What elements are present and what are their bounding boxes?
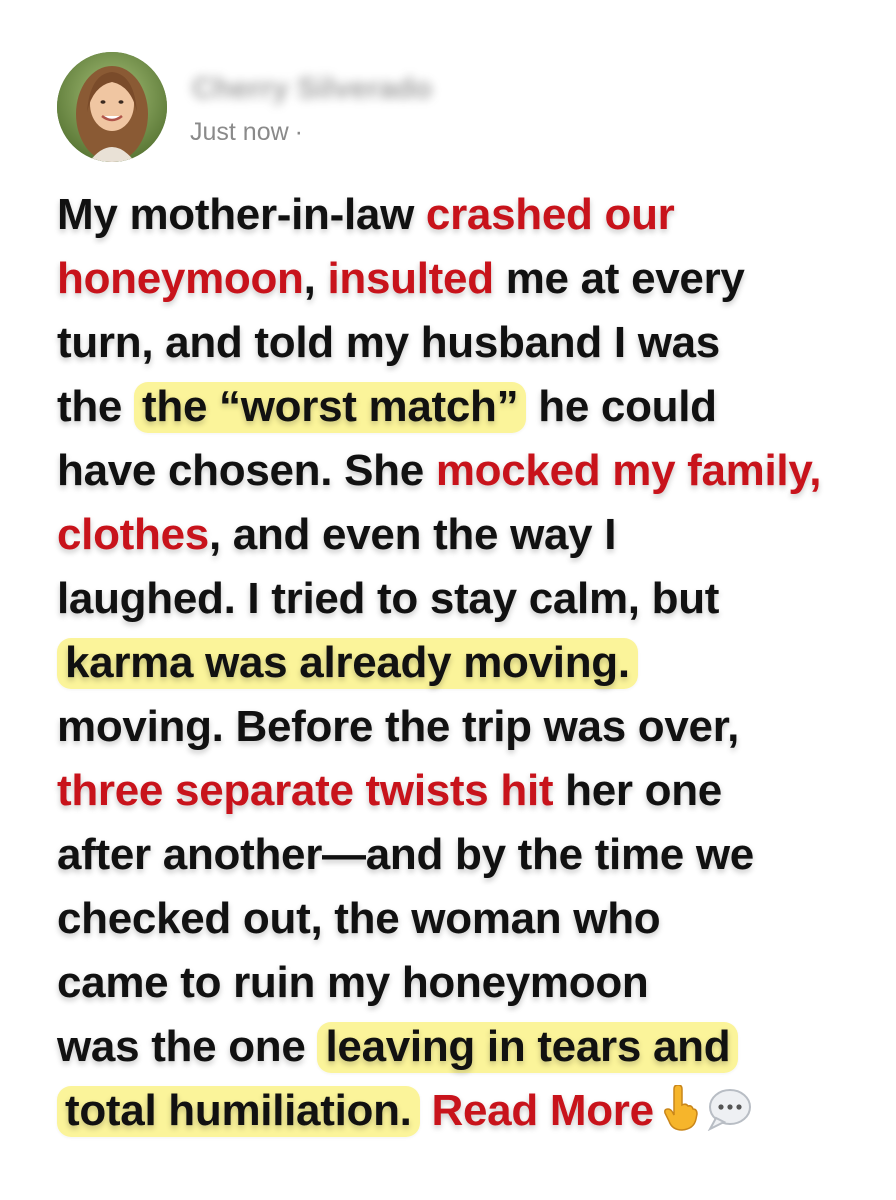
emphasis-text: crashed our	[425, 190, 675, 239]
post-text: checked out, the woman who	[57, 894, 661, 943]
post-text-line	[57, 1079, 896, 1143]
post-text: , and even the way I	[208, 510, 617, 559]
post-text: moving. Before the trip was over,	[57, 702, 740, 751]
speech-bubble-icon	[706, 1085, 752, 1149]
post-text: was the one	[57, 1022, 318, 1071]
separator: ·	[294, 118, 303, 146]
post-text-line	[57, 631, 896, 695]
post-text-line	[57, 567, 896, 631]
post-text: have chosen. She	[57, 446, 436, 495]
post-text-line	[57, 887, 896, 951]
pointing-down-hand-icon	[660, 1085, 700, 1149]
highlighted-text: total humiliation.	[57, 1086, 420, 1137]
post-text: after another—and by the time we	[57, 830, 754, 879]
post-text: came to ruin my honeymoon	[57, 958, 649, 1007]
post-text-line	[57, 375, 896, 439]
emphasis-text: insulted	[327, 254, 494, 303]
post-text-line	[57, 503, 896, 567]
post-text-line	[57, 311, 896, 375]
emphasis-text: three separate twists hit	[57, 766, 554, 815]
post-text: ,	[303, 254, 328, 303]
post-text: laughed. I tried to stay calm, but	[57, 574, 720, 623]
post-text: My mother-in-law	[57, 190, 426, 239]
timestamp[interactable]	[190, 118, 303, 147]
post-text-line	[57, 823, 896, 887]
post-body	[57, 183, 896, 1143]
avatar[interactable]	[57, 52, 167, 162]
timestamp-text: Just now	[190, 118, 289, 146]
emphasis-text: mocked my family,	[435, 446, 822, 495]
post-text: her one	[553, 766, 722, 815]
post-text-line	[57, 439, 896, 503]
post-text: turn, and told my husband I was	[57, 318, 720, 367]
highlighted-text: leaving in tears and	[317, 1022, 738, 1073]
post-text: me at every	[493, 254, 745, 303]
post-text-line	[57, 759, 896, 823]
post-text-line	[57, 1015, 896, 1079]
post-header	[57, 52, 757, 162]
post-text-line	[57, 183, 896, 247]
author-name[interactable]: Cherry Silverado	[192, 72, 433, 105]
highlighted-text: the “worst match”	[134, 382, 526, 433]
emphasis-text: clothes	[57, 510, 209, 559]
post-text-line	[57, 247, 896, 311]
post-text-line	[57, 951, 896, 1015]
post-text: he could	[526, 382, 717, 431]
post-text	[420, 1086, 432, 1135]
emphasis-text: honeymoon	[57, 254, 304, 303]
post-text: the	[57, 382, 135, 431]
highlighted-text: karma was already moving.	[57, 638, 638, 689]
post-text-line	[57, 695, 896, 759]
read-more-link[interactable]: Read More	[431, 1086, 654, 1135]
